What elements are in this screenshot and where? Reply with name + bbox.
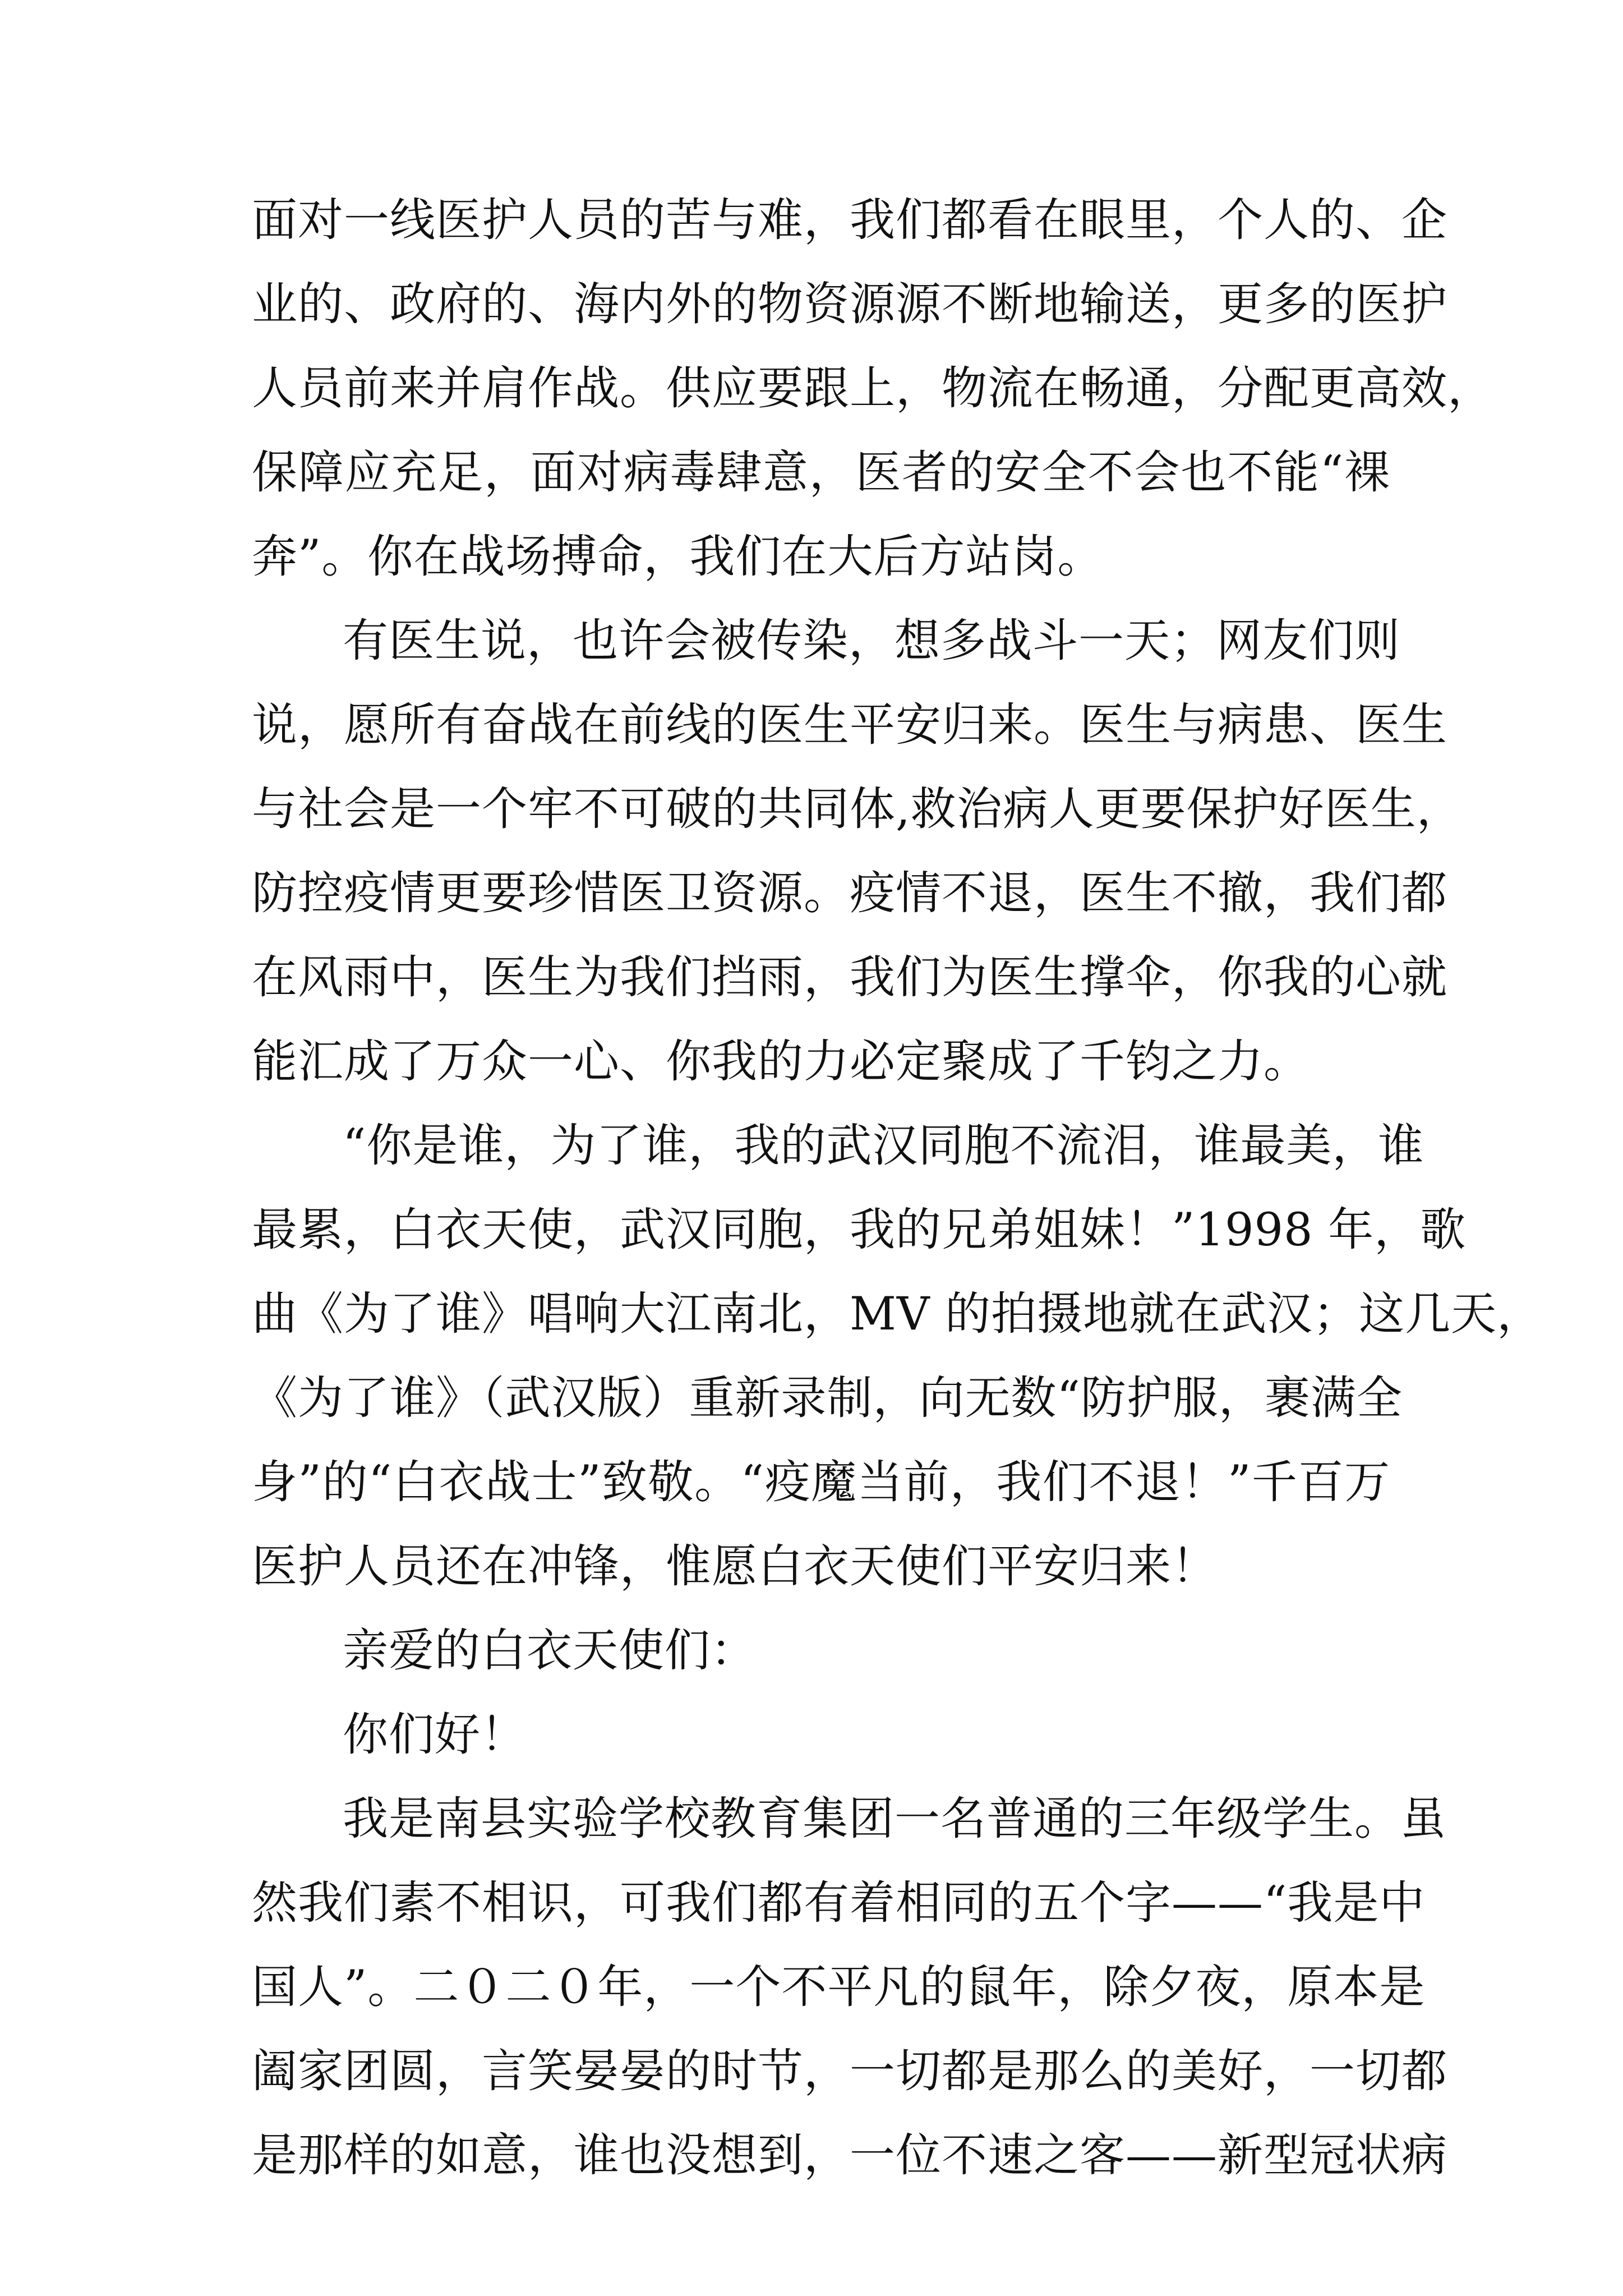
text-line: 能汇成了万众一心、你我的力必定聚成了千钧之力。	[252, 1036, 1310, 1088]
text-line: 医护人员还在冲锋，惟愿白衣天使们平安归来！	[252, 1540, 1218, 1593]
text-line: 业的、政府的、海内外的物资源源不断地输送，更多的医护	[252, 278, 1448, 331]
text-line: 是那样的如意，谁也没想到，一位不速之客——新型冠状病	[252, 2129, 1448, 2182]
greeting-line: 你们好！	[343, 1709, 527, 1761]
text-line: 与社会是一个牢不可破的共同体,救治病人更要保护好医生，	[252, 783, 1463, 836]
text-line: 面对一线医护人员的苦与难，我们都看在眼里，个人的、企	[252, 194, 1448, 247]
text-line: 然我们素不相识，可我们都有着相同的五个字——“我是中	[252, 1877, 1426, 1930]
text-line: 《为了谁》（武汉版）重新录制，向无数“防护服，裹满全	[252, 1372, 1403, 1425]
salutation-line: 亲爱的白衣天使们：	[343, 1625, 757, 1677]
text-line: 阖家团圆，言笑晏晏的时节，一切都是那么的美好，一切都	[252, 2045, 1448, 2098]
text-line: 保障应充足，面对病毒肆意，医者的安全不会也不能“裸	[252, 447, 1390, 499]
body-text	[252, 178, 1543, 2198]
text-line: 最累，白衣天使，武汉同胞，我的兄弟姐妹！”1998 年，歌	[252, 1204, 1467, 1257]
text-line: 在风雨中，医生为我们挡雨，我们为医生撑伞，你我的心就	[252, 951, 1448, 1004]
text-line: 人员前来并肩作战。供应要跟上，物流在畅通，分配更高效，	[252, 362, 1494, 415]
text-line: 奔”。你在战场搏命，我们在大后方站岗。	[252, 531, 1104, 583]
text-line: 曲《为了谁》唱响大江南北，MV 的拍摄地就在武汉；这几天，	[252, 1288, 1543, 1341]
text-line: 有医生说，也许会被传染，想多战斗一天；网友们则	[343, 615, 1401, 668]
text-line: 防控疫情更要珍惜医卫资源。疫情不退，医生不撤，我们都	[252, 867, 1448, 920]
text-line: 我是南县实验学校教育集团一名普通的三年级学生。虽	[343, 1793, 1447, 1846]
text-line: 说，愿所有奋战在前线的医生平安归来。医生与病患、医生	[252, 699, 1448, 752]
text-line: “你是谁，为了谁，我的武汉同胞不流泪，谁最美，谁	[343, 1120, 1424, 1172]
text-line: 国人”。二０二０年，一个不平凡的鼠年，除夕夜，原本是	[252, 1961, 1426, 2014]
text-line: 身”的“白衣战士”致敬。“疫魔当前，我们不退！”千百万	[252, 1456, 1390, 1509]
